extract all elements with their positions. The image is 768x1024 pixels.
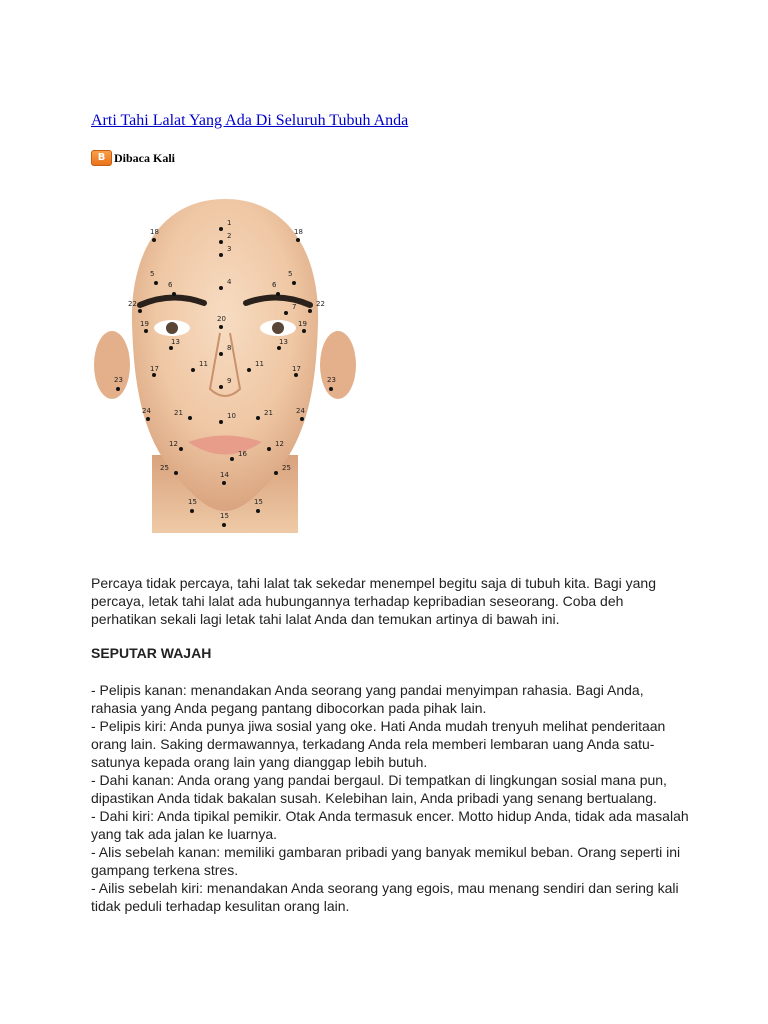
mole-dot bbox=[169, 346, 173, 350]
mole-label: 2 bbox=[227, 232, 232, 240]
mole-label: 11 bbox=[255, 360, 264, 368]
mole-dot bbox=[172, 292, 176, 296]
mole-dot bbox=[219, 227, 223, 231]
mole-label: 3 bbox=[227, 245, 232, 253]
mole-label: 17 bbox=[292, 365, 301, 373]
mole-label: 7 bbox=[292, 303, 297, 311]
mole-dot bbox=[302, 329, 306, 333]
mole-dot bbox=[219, 420, 223, 424]
mole-dot bbox=[296, 238, 300, 242]
list-item: - Pelipis kiri: Anda punya jiwa sosial yang oke. Hati Anda mudah trenyuh melihat penderitaan orang lain. Saking dermawannya, terkadang Anda rela memberi lembaran uang Anda satu-satunya kepada orang lain yang dianggap lebih butuh. bbox=[91, 718, 666, 770]
mole-dot bbox=[146, 417, 150, 421]
mole-dot bbox=[138, 309, 142, 313]
mole-label: 22 bbox=[128, 300, 137, 308]
mole-dot bbox=[191, 368, 195, 372]
mole-label: 9 bbox=[227, 377, 232, 385]
mole-label: 23 bbox=[114, 376, 123, 384]
views-label: Dibaca Kali bbox=[114, 150, 176, 165]
ear-right bbox=[320, 331, 356, 399]
mole-label: 14 bbox=[220, 471, 229, 479]
list-item: - Ailis sebelah kiri: menandakan Anda seorang yang egois, mau menang sendiri dan sering kali tidak peduli terhadap kesulitan orang lain. bbox=[91, 880, 679, 914]
article-title-link[interactable]: Arti Tahi Lalat Yang Ada Di Seluruh Tubuh Anda bbox=[91, 112, 409, 129]
face-mole-diagram bbox=[92, 193, 358, 533]
list-item: - Pelipis kanan: menandakan Anda seorang yang pandai menyimpan rahasia. Bagi Anda, rahasia yang Anda pegang pantang dibocorkan pada pihak lain. bbox=[91, 682, 644, 716]
mole-dot bbox=[116, 387, 120, 391]
mole-dot bbox=[294, 373, 298, 377]
mole-label: 11 bbox=[199, 360, 208, 368]
mole-dot bbox=[219, 385, 223, 389]
mole-label: 25 bbox=[282, 464, 291, 472]
mole-dot bbox=[144, 329, 148, 333]
mole-label: 23 bbox=[327, 376, 336, 384]
mole-dot bbox=[219, 325, 223, 329]
mole-dot bbox=[219, 286, 223, 290]
mole-dot bbox=[174, 471, 178, 475]
mole-dot bbox=[222, 523, 226, 527]
mole-label: 5 bbox=[288, 270, 293, 278]
mole-dot bbox=[219, 253, 223, 257]
mole-dot bbox=[300, 417, 304, 421]
mole-label: 18 bbox=[294, 228, 303, 236]
mole-dot bbox=[274, 471, 278, 475]
mole-dot bbox=[230, 457, 234, 461]
mole-label: 24 bbox=[296, 407, 305, 415]
mole-label: 1 bbox=[227, 219, 232, 227]
mole-label: 13 bbox=[279, 338, 288, 346]
mole-dot bbox=[154, 281, 158, 285]
list-item: - Dahi kanan: Anda orang yang pandai bergaul. Di tempatkan di lingkungan sosial mana pun, dipastikan Anda tidak bakalan susah. Kelebihan lain, Anda pribadi yang senang bertualang. bbox=[91, 772, 667, 806]
mole-dot bbox=[256, 416, 260, 420]
ear-left bbox=[94, 331, 130, 399]
mole-label: 10 bbox=[227, 412, 236, 420]
mole-dot bbox=[190, 509, 194, 513]
mole-dot bbox=[308, 309, 312, 313]
face-illustration bbox=[92, 193, 358, 533]
mole-dot bbox=[179, 447, 183, 451]
section-heading: SEPUTAR WAJAH bbox=[91, 645, 212, 661]
blogger-icon: B bbox=[91, 150, 112, 166]
mole-dot bbox=[256, 509, 260, 513]
mole-label: 16 bbox=[238, 450, 247, 458]
mole-dot bbox=[222, 481, 226, 485]
mole-label: 6 bbox=[272, 281, 277, 289]
mole-dot bbox=[152, 238, 156, 242]
mole-label: 18 bbox=[150, 228, 159, 236]
mole-label: 24 bbox=[142, 407, 151, 415]
mole-dot bbox=[188, 416, 192, 420]
list-item: - Dahi kiri: Anda tipikal pemikir. Otak Anda termasuk encer. Motto hidup Anda, tidak ada masalah yang tak ada jalan ke luarnya. bbox=[91, 808, 689, 842]
mole-label: 21 bbox=[174, 409, 183, 417]
mole-dot bbox=[247, 368, 251, 372]
list-item: - Alis sebelah kanan: memiliki gambaran pribadi yang banyak memikul beban. Orang seperti ini gampang terkena stres. bbox=[91, 844, 681, 878]
section-items bbox=[91, 681, 691, 915]
mole-label: 20 bbox=[217, 315, 226, 323]
mole-label: 22 bbox=[316, 300, 325, 308]
mole-dot bbox=[219, 352, 223, 356]
mole-label: 25 bbox=[160, 464, 169, 472]
mole-label: 21 bbox=[264, 409, 273, 417]
mole-dot bbox=[276, 292, 280, 296]
mole-label: 8 bbox=[227, 344, 232, 352]
mole-dot bbox=[152, 373, 156, 377]
mole-label: 12 bbox=[169, 440, 178, 448]
mole-dot bbox=[219, 240, 223, 244]
mole-label: 15 bbox=[188, 498, 197, 506]
mole-label: 5 bbox=[150, 270, 155, 278]
mole-label: 13 bbox=[171, 338, 180, 346]
mole-label: 12 bbox=[275, 440, 284, 448]
mole-label: 15 bbox=[254, 498, 263, 506]
mole-dot bbox=[267, 447, 271, 451]
mole-label: 6 bbox=[168, 281, 173, 289]
intro-paragraph: Percaya tidak percaya, tahi lalat tak sekedar menempel begitu saja di tubuh kita. Bagi yang percaya, letak tahi lalat ada hubungannya terhadap kepribadian seseorang. Coba deh perhatikan sekali lagi letak tahi lalat Anda dan temukan artinya di bawah ini. bbox=[91, 575, 656, 627]
mole-label: 19 bbox=[298, 320, 307, 328]
mole-label: 4 bbox=[227, 278, 232, 286]
mole-label: 19 bbox=[140, 320, 149, 328]
article-meta bbox=[91, 149, 175, 167]
mole-dot bbox=[277, 346, 281, 350]
mole-dot bbox=[284, 311, 288, 315]
mole-dot bbox=[292, 281, 296, 285]
mole-label: 15 bbox=[220, 512, 229, 520]
mole-dot bbox=[329, 387, 333, 391]
mole-label: 17 bbox=[150, 365, 159, 373]
